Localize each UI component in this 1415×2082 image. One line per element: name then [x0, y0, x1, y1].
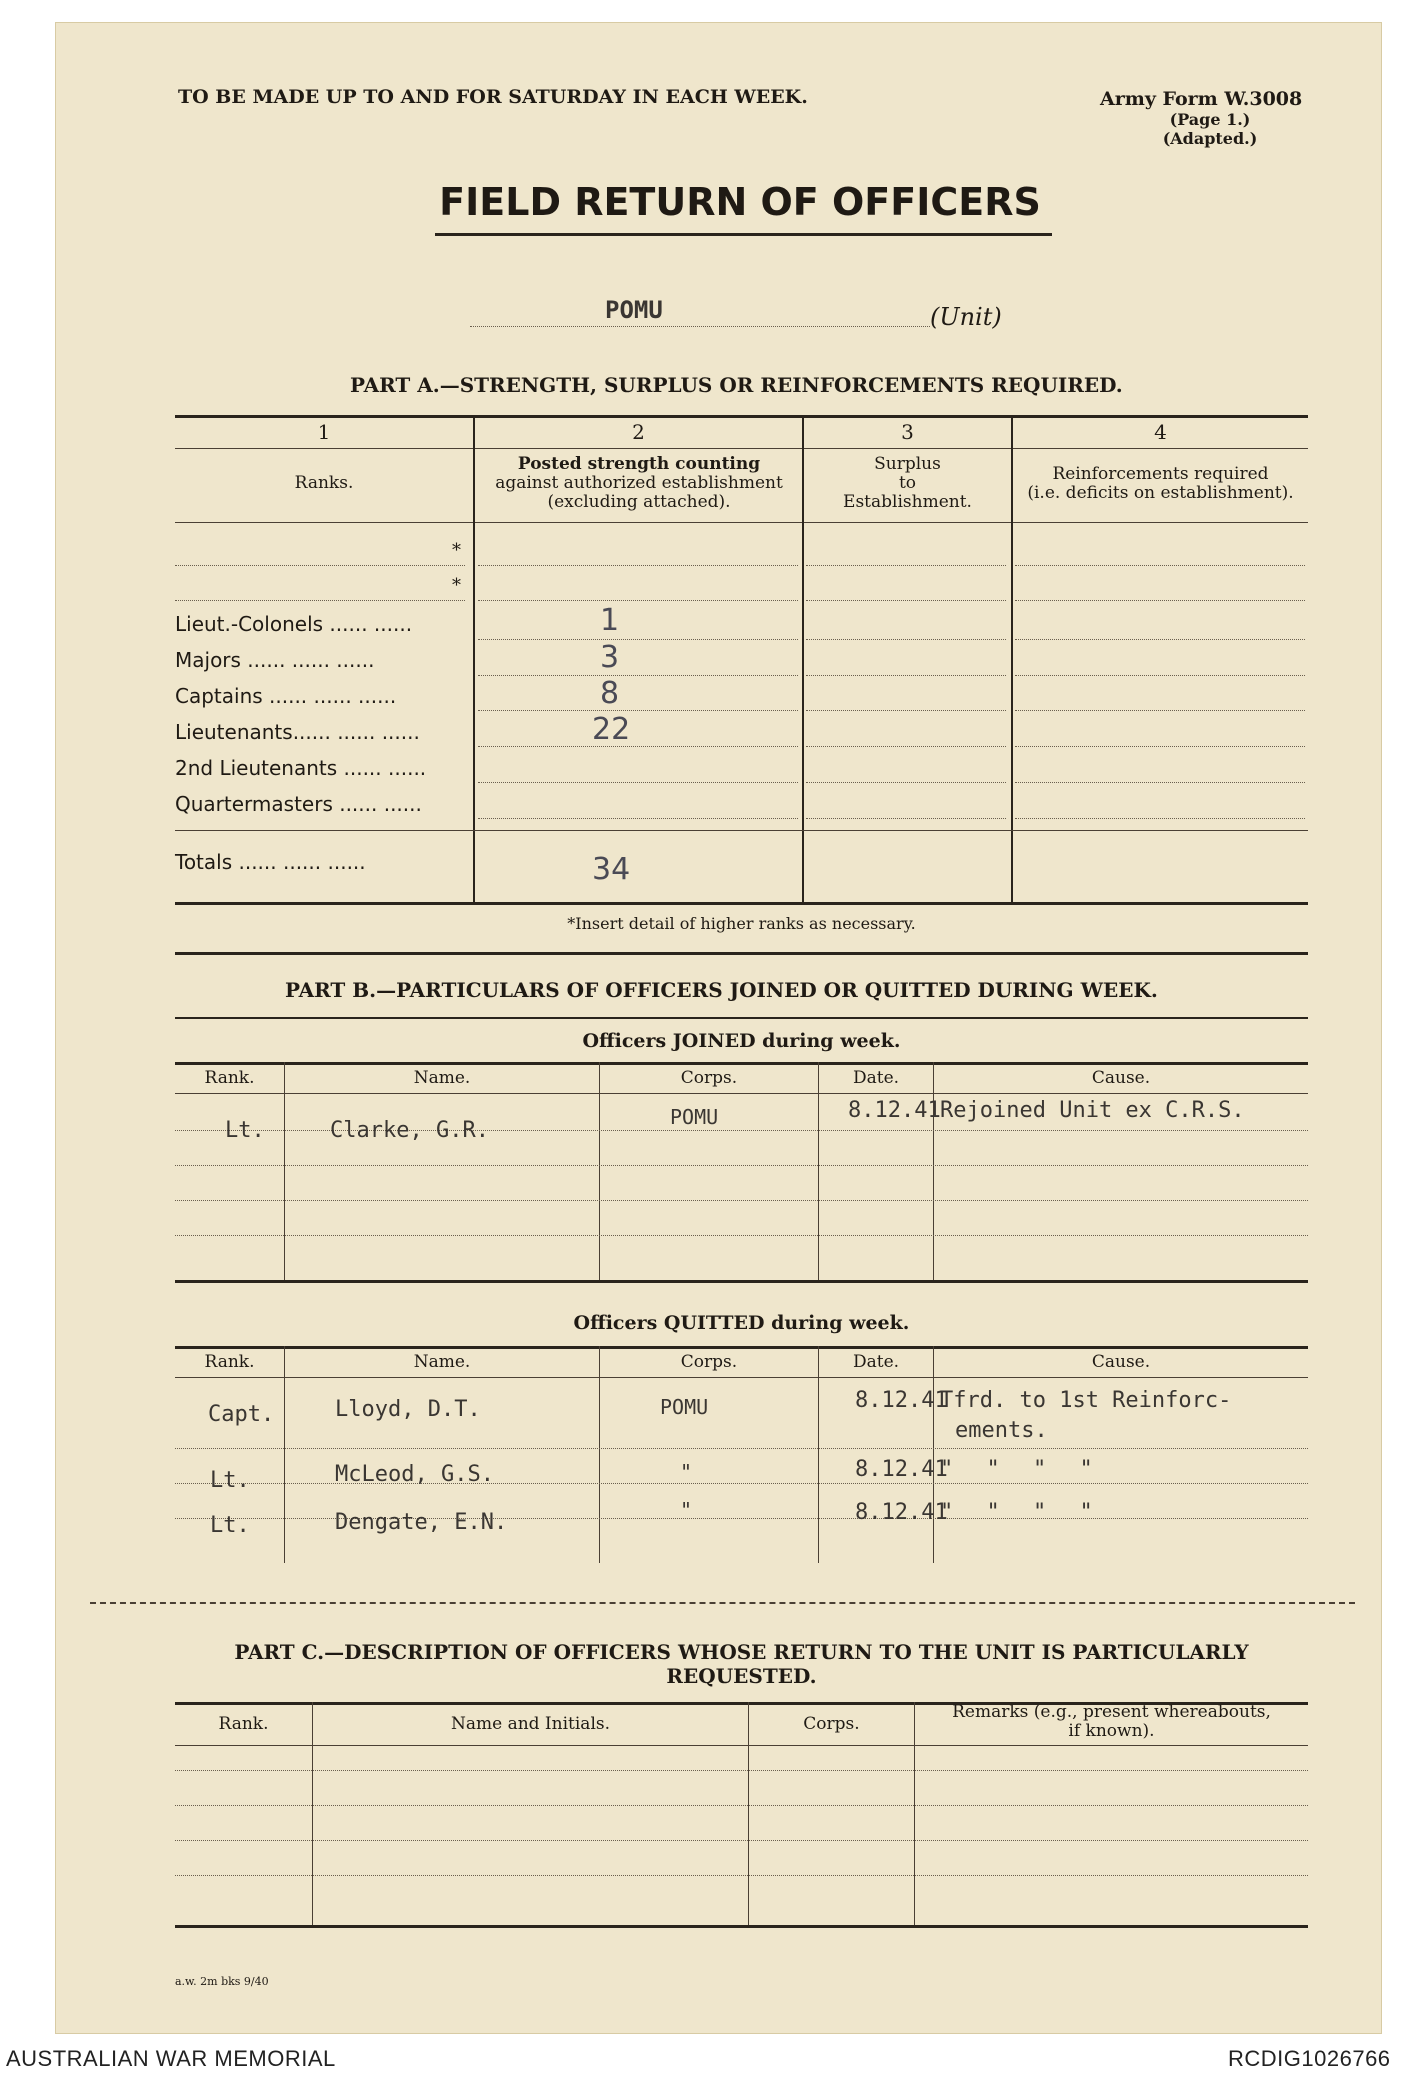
- quitted-cause: Tfrd. to 1st Reinforc-: [940, 1388, 1232, 1413]
- rank-label: Quartermasters ...... ......: [175, 792, 422, 816]
- quitted-corps: POMU: [660, 1395, 709, 1419]
- joined-cause: Rejoined Unit ex C.R.S.: [940, 1098, 1245, 1123]
- quitted-date: 8.12.41: [855, 1457, 948, 1482]
- rank-label: 2nd Lieutenants ...... ......: [175, 756, 427, 780]
- posted-strength-value: 1: [600, 603, 620, 638]
- totals-label: Totals ...... ...... ......: [175, 850, 366, 874]
- quitted-cause: " " " ": [940, 1500, 1093, 1525]
- part-c-heading: PART C.—DESCRIPTION OF OFFICERS WHOSE RETURN TO THE UNIT IS PARTICULARLY REQUESTED.: [234, 1640, 1249, 1688]
- col-reinforcements-header: Reinforcements required (i.e. deficits on establishment).: [1027, 464, 1294, 503]
- perforation-line: [90, 1602, 1355, 1604]
- joined-heading: Officers JOINED during week.: [582, 1030, 901, 1052]
- col-ranks-header: Ranks.: [294, 473, 354, 493]
- rank-label: Majors ...... ...... ......: [175, 648, 375, 672]
- quitted-date: 8.12.41: [855, 1500, 948, 1525]
- quitted-name: Lloyd, D.T.: [335, 1397, 481, 1422]
- footer-id: RCDIG1026766: [1228, 2046, 1391, 2071]
- form-number: Army Form W.3008: [1100, 88, 1303, 110]
- posted-strength-value: 3: [600, 640, 620, 675]
- joined-rank: Lt.: [225, 1118, 265, 1143]
- quitted-rank: Lt.: [210, 1468, 250, 1493]
- form-page: (Page 1.): [1169, 110, 1251, 129]
- quitted-heading: Officers QUITTED during week.: [573, 1312, 910, 1334]
- instruction-header: TO BE MADE UP TO AND FOR SATURDAY IN EACH WEEK.: [178, 86, 808, 108]
- footnote: *Insert detail of higher ranks as necessary.: [567, 914, 916, 933]
- part-b-heading: PART B.—PARTICULARS OF OFFICERS JOINED OR QUITTED DURING WEEK.: [285, 978, 1158, 1002]
- footer-source: AUSTRALIAN WAR MEMORIAL: [6, 2046, 336, 2071]
- unit-value: POMU: [605, 296, 663, 324]
- title-underline: [435, 233, 1052, 236]
- rank-label: Captains ...... ...... ......: [175, 684, 397, 708]
- rank-label: Lieutenants...... ...... ......: [175, 720, 420, 744]
- form-title: FIELD RETURN OF OFFICERS: [439, 180, 1041, 224]
- quitted-corps: ": [680, 1498, 693, 1522]
- unit-line: [470, 326, 930, 327]
- quitted-rank: Lt.: [210, 1513, 250, 1538]
- posted-strength-value: 8: [600, 676, 620, 711]
- joined-corps: POMU: [670, 1105, 719, 1129]
- quitted-name: McLeod, G.S.: [335, 1462, 494, 1487]
- quitted-cause: " " " ": [940, 1457, 1093, 1482]
- col-posted-header: Posted strength counting against authorized establishment (excluding attached).: [495, 454, 783, 512]
- quitted-rank: Capt.: [208, 1402, 275, 1427]
- col-surplus-header: Surplus to Establishment.: [843, 454, 972, 512]
- posted-strength-value: 22: [592, 712, 631, 747]
- joined-name: Clarke, G.R.: [330, 1118, 489, 1143]
- joined-date: 8.12.41: [848, 1098, 941, 1123]
- rank-label: Lieut.-Colonels ...... ......: [175, 612, 413, 636]
- part-a-heading: PART A.—STRENGTH, SURPLUS OR REINFORCEMENTS REQUIRED.: [350, 373, 1123, 397]
- quitted-cause-cont: ements.: [955, 1418, 1048, 1443]
- quitted-date: 8.12.41: [855, 1388, 948, 1413]
- totals-value: 34: [592, 852, 631, 887]
- print-code: a.w. 2m bks 9/40: [175, 1975, 269, 1988]
- unit-label: (Unit): [930, 303, 1002, 331]
- form-adapted: (Adapted.): [1162, 129, 1258, 148]
- quitted-name: Dengate, E.N.: [335, 1510, 508, 1535]
- quitted-corps: ": [680, 1460, 693, 1484]
